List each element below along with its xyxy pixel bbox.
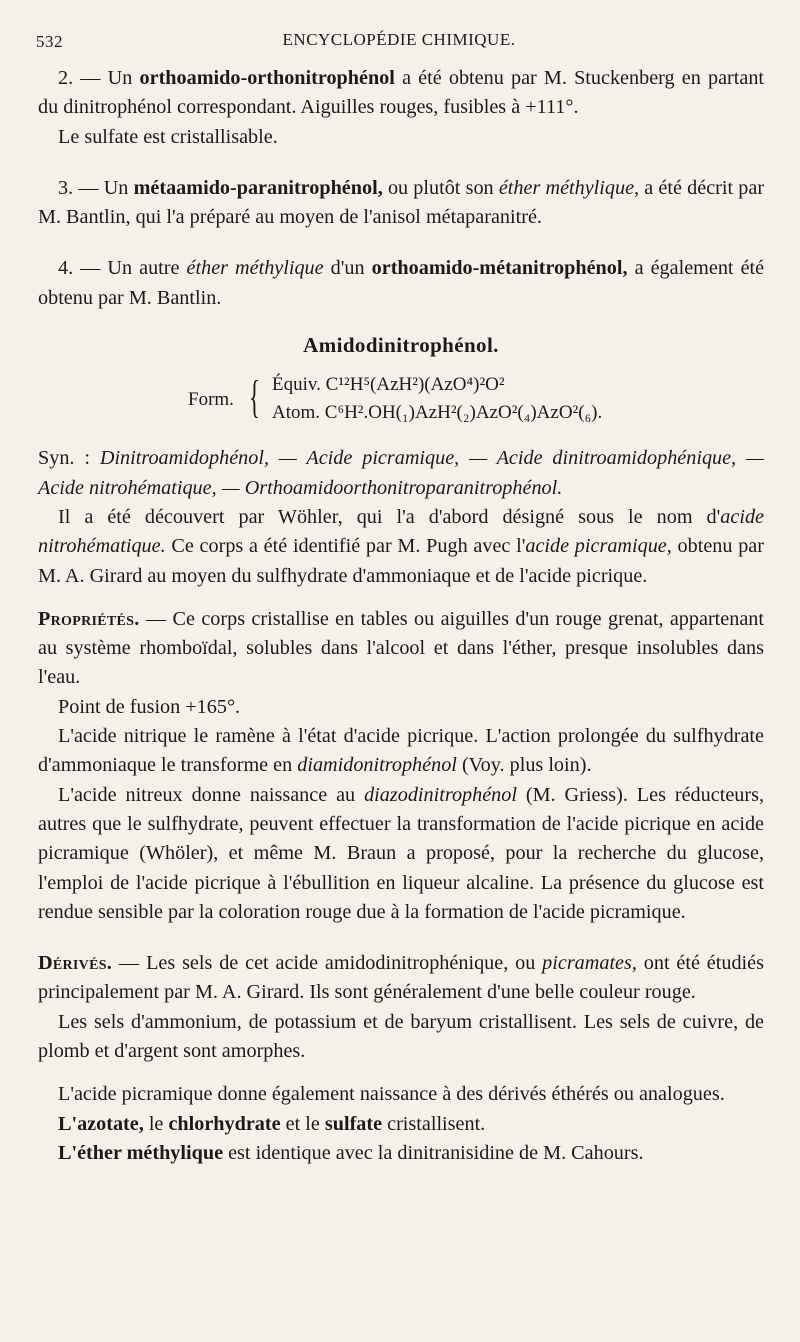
formula-brace: { bbox=[249, 371, 261, 423]
discovery-text-c: obtenu par M. A. Girard au moyen du sulfhydrate d'ammoniaque et de l'acide picrique. bbox=[38, 535, 764, 587]
section-3-number: 3. — bbox=[58, 176, 99, 199]
ethers-paragraph: L'acide picramique donne également naissance à des dérivés éthérés ou analogues. bbox=[58, 1083, 725, 1106]
section-4-text-a: Un autre bbox=[107, 257, 180, 280]
sulfate-term: sulfate bbox=[324, 1112, 383, 1135]
page-number: 532 bbox=[36, 32, 63, 51]
nitric-text-a: L'acide nitrique le ramène à l'état d'acide picrique. L'action prolongée du sulfhydrate d'ammoniaque le transforme en bbox=[38, 725, 764, 777]
synonyms-list: Dinitroamidophénol, — Acide picramique, — Acide dinitroamidophénique, — Acide nitrohématique, — Orthoamidoorthonitroparanitrophénol. bbox=[38, 447, 764, 499]
section-2-text-a: Un bbox=[107, 67, 133, 89]
formula-label: Form. bbox=[188, 389, 234, 411]
section-3-text-b: ou plutôt son bbox=[387, 176, 494, 199]
fusion-point: Point de fusion +165°. bbox=[58, 695, 241, 718]
section-2-number: 2. — bbox=[58, 67, 101, 89]
nitric-paragraph bbox=[38, 722, 764, 781]
ether-text: est identique avec la dinitranisidine de M. Cahours. bbox=[223, 1141, 644, 1164]
section-4-number: 4. — bbox=[58, 257, 101, 280]
section-3-paragraph bbox=[38, 174, 764, 233]
page-body bbox=[38, 64, 764, 1168]
section-3-compound: métaamido-paranitrophénol, bbox=[133, 176, 383, 199]
discovery-paragraph bbox=[38, 503, 764, 591]
salts-list-paragraph bbox=[38, 1110, 764, 1139]
formula-block bbox=[38, 366, 764, 434]
page-header bbox=[36, 28, 762, 52]
derives-text-b: ont été étudiés principalement par M. A. Girard. Ils sont généralement d'une belle couleur rouge. bbox=[38, 952, 764, 1004]
discovery-italic-b: acide picramique, bbox=[525, 535, 672, 558]
properties-text: — Ce corps cristallise en tables ou aiguilles d'un rouge grenat, appartenant au système rhomboïdal, solubles dans l'alcool et dans l'éther, presque insolubles dans l'eau. bbox=[38, 607, 764, 689]
nitreux-text-b: (M. Griess). Les réducteurs, autres que le sulfhydrate, peuvent effectuer la transformation de l'acide picrique en acide picramique (Whöler), et même M. Braun a proposé, pour la recherche du glucose, l'emploi de l'acide picrique à l'ébullition en liqueur alcaline. La présence du glucose est rendue sensible par la coloration rouge due à la formation de l'acide picramique. bbox=[38, 783, 764, 923]
properties-label: Propriétés. bbox=[38, 607, 140, 630]
salts-paragraph: Les sels d'ammonium, de potassium et de baryum cristallisent. Les sels de cuivre, de plomb et d'argent sont amorphes. bbox=[38, 1010, 764, 1063]
nitric-text-b: (Voy. plus loin). bbox=[456, 754, 592, 777]
formula-atom: Atom. C⁶H².OH(₁)AzH²(₂)AzO²(₄)AzO²(₆). bbox=[272, 402, 603, 424]
derives-text-a: — Les sels de cet acide amidodinitrophénique, ou bbox=[112, 952, 543, 975]
derives-label: Dérivés. bbox=[38, 952, 113, 975]
nitric-italic: diamidonitrophénol bbox=[297, 754, 457, 777]
nitreux-paragraph bbox=[38, 781, 764, 927]
section-4-paragraph bbox=[38, 254, 764, 313]
discovery-text-a: Il a été découvert par Wöhler, qui l'a d'abord désigné sous le nom d' bbox=[58, 505, 721, 528]
section-title: Amidodinitrophénol. bbox=[303, 333, 499, 358]
section-4-italic: éther méthylique bbox=[186, 257, 324, 280]
nitreux-italic: diazodinitrophénol bbox=[364, 783, 517, 806]
connector-le: le bbox=[143, 1112, 169, 1135]
section-2-text-b: a été obtenu par M. Stuckenberg en partant du dinitrophénol correspondant. Aiguilles rouges, fusibles à +111°. bbox=[38, 67, 765, 119]
connector-et: et le bbox=[280, 1112, 325, 1135]
section-2-compound: orthoamido-orthonitrophénol bbox=[139, 67, 395, 89]
derives-paragraph bbox=[38, 949, 764, 1008]
section-4-compound: orthoamido-métanitrophénol, bbox=[371, 257, 628, 280]
synonyms-label: Syn. : bbox=[38, 447, 90, 470]
running-head: ENCYCLOPÉDIE CHIMIQUE. bbox=[282, 30, 516, 49]
ether-paragraph bbox=[38, 1139, 764, 1168]
chlorhydrate-term: chlorhydrate bbox=[168, 1112, 281, 1135]
discovery-text-b: Ce corps a été identifié par M. Pugh avec l' bbox=[165, 535, 526, 558]
section-3-text-a: Un bbox=[103, 176, 129, 199]
synonyms-paragraph bbox=[38, 444, 764, 503]
section-3-text-c: a été décrit par M. Bantlin, qui l'a préparé au moyen de l'anisol métaparanitré. bbox=[38, 176, 765, 229]
nitreux-text-a: L'acide nitreux donne naissance au bbox=[58, 783, 365, 806]
discovery-italic-a: acide nitrohématique. bbox=[38, 505, 764, 558]
section-4-text-b: d'un bbox=[330, 257, 365, 280]
section-2-paragraph bbox=[38, 64, 764, 123]
derives-italic: picramates, bbox=[542, 952, 637, 975]
cristallisent-text: cristallisent. bbox=[382, 1112, 486, 1135]
section-2-sulfate: Le sulfate est cristallisable. bbox=[58, 125, 278, 148]
section-3-italic: éther méthylique, bbox=[498, 176, 640, 199]
formula-equiv: Équiv. C¹²H⁵(AzH²)(AzO⁴)²O² bbox=[272, 374, 505, 396]
properties-paragraph bbox=[38, 605, 764, 693]
azotate-term: L'azotate, bbox=[58, 1112, 144, 1135]
ether-term: L'éther méthylique bbox=[58, 1141, 224, 1164]
section-4-text-c: a également été obtenu par M. Bantlin. bbox=[38, 257, 765, 309]
